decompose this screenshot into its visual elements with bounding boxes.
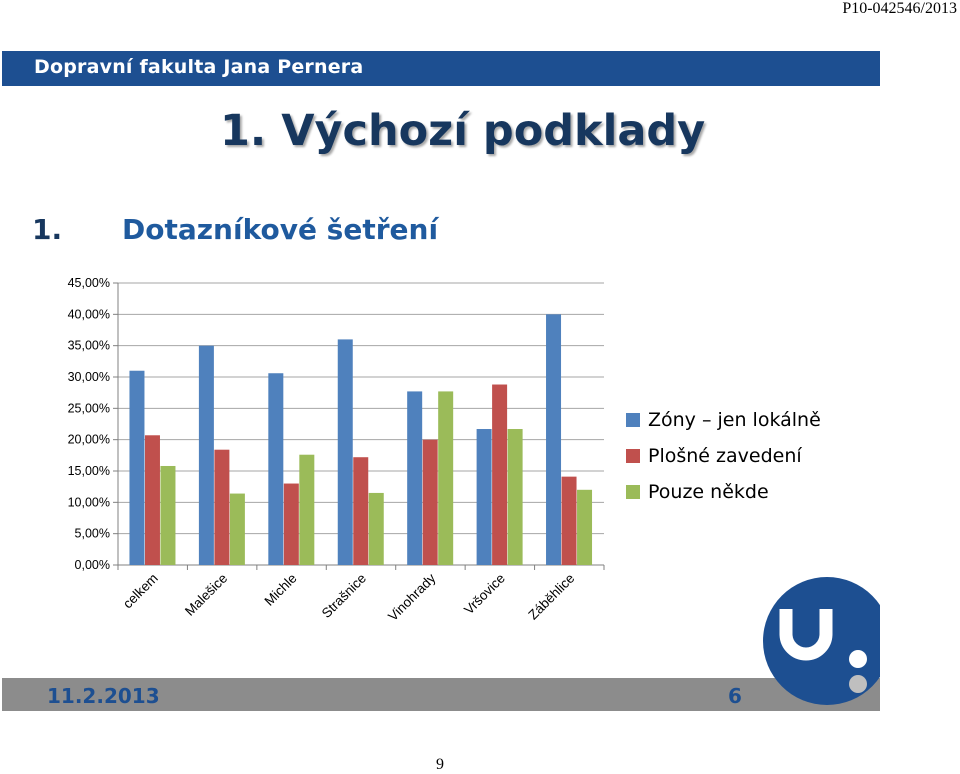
slide-title: 1. Výchozí podklady — [220, 106, 706, 156]
y-tick-label: 0,00% — [74, 558, 110, 572]
y-tick-label: 35,00% — [67, 338, 110, 353]
faculty-name: Dopravní fakulta Jana Pernera — [34, 56, 364, 78]
y-tick-label: 45,00% — [67, 276, 110, 290]
x-tick-label: celkem — [119, 570, 161, 612]
slide-number: 6 — [728, 684, 742, 708]
slide — [2, 51, 880, 711]
x-tick-label: Michle — [261, 570, 300, 609]
section-title: Dotazníkové šetření — [122, 213, 439, 246]
section-number: 1. — [32, 213, 63, 246]
logo-icon — [763, 577, 880, 705]
y-tick-label: 40,00% — [67, 307, 110, 322]
y-tick-label: 10,00% — [67, 495, 110, 510]
legend-label: Zóny – jen lokálně — [648, 409, 821, 431]
y-tick-label: 20,00% — [67, 432, 110, 447]
x-tick-label: Vinohrady — [385, 570, 439, 624]
university-logo — [2, 51, 880, 711]
y-tick-label: 30,00% — [67, 370, 110, 384]
y-tick-label: 5,00% — [74, 526, 110, 541]
x-tick-label: Strašnice — [318, 570, 370, 621]
document-id: P10-042546/2013 — [842, 0, 957, 17]
y-tick-label: 15,00% — [67, 464, 110, 478]
x-tick-label: Záběhlice — [525, 570, 578, 623]
legend-label: Plošné zavedení — [648, 445, 802, 467]
slide-date: 11.2.2013 — [47, 684, 160, 708]
legend-label: Pouze někde — [648, 481, 769, 503]
y-tick-label: 25,00% — [67, 401, 110, 416]
x-tick-label: Malešice — [181, 570, 231, 619]
x-tick-label: Vršovice — [461, 570, 508, 618]
page-number: 9 — [436, 756, 444, 773]
